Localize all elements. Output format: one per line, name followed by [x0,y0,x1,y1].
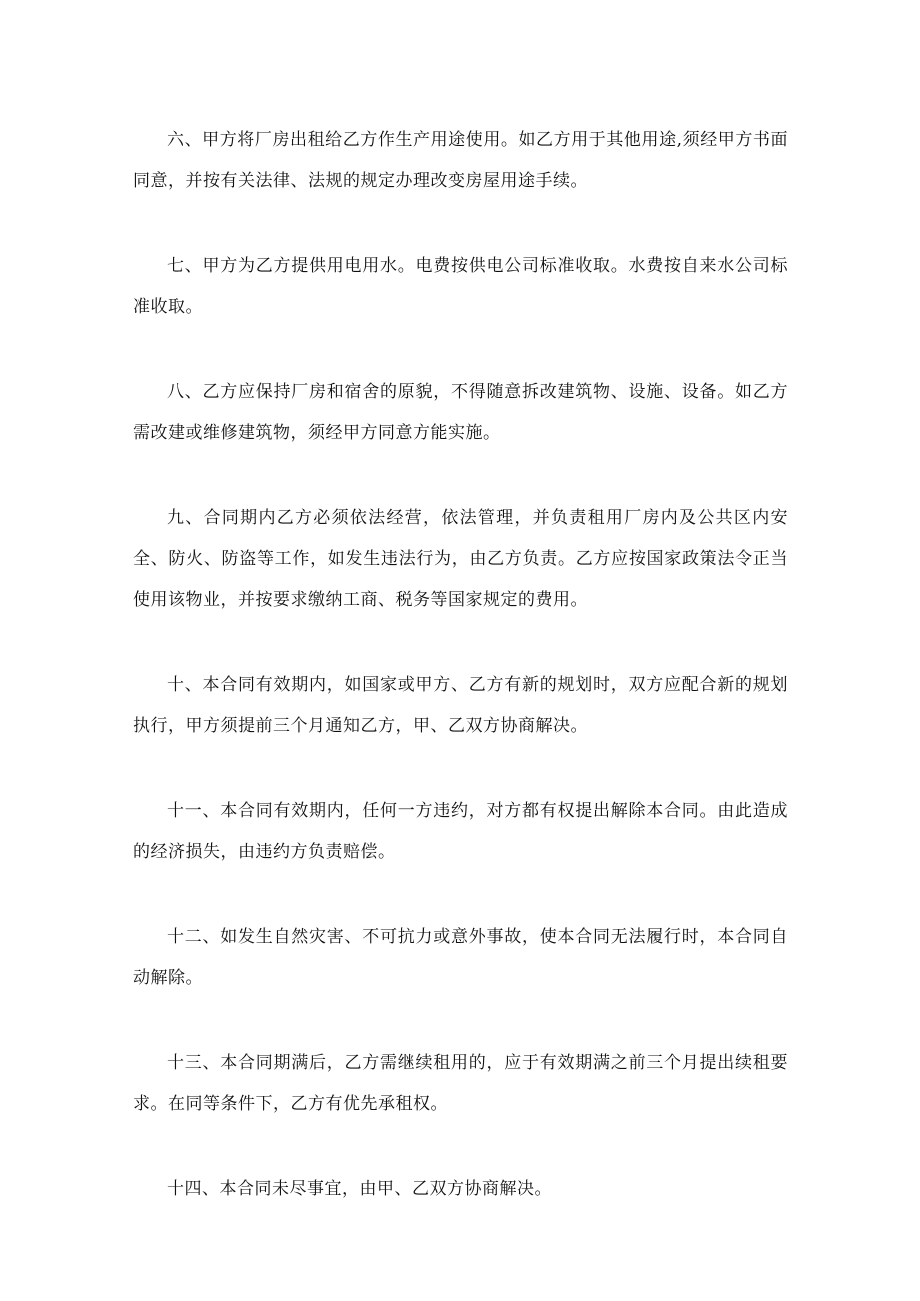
clause-7: 七、甲方为乙方提供用电用水。电费按供电公司标准收取。水费按自来水公司标准收取。 [133,256,788,317]
clause-6: 六、甲方将厂房出租给乙方作生产用途使用。如乙方用于其他用途,须经甲方书面同意，并按有关法律、法规的规定办理改变房屋用途手续。 [133,130,788,191]
clause-11: 十一、本合同有效期内，任何一方违约，对方都有权提出解除本合同。由此造成的经济损失，由违约方负责赔偿。 [133,801,788,862]
clause-8: 八、乙方应保持厂房和宿舍的原貌，不得随意拆改建筑物、设施、设备。如乙方需改建或维修建筑物，须经甲方同意方能实施。 [133,382,788,443]
clause-12: 十二、如发生自然灾害、不可抗力或意外事故，使本合同无法履行时，本合同自动解除。 [133,927,788,988]
clause-10: 十、本合同有效期内，如国家或甲方、乙方有新的规划时，双方应配合新的规划执行，甲方须提前三个月通知乙方，甲、乙双方协商解决。 [133,675,788,736]
clause-13: 十三、本合同期满后，乙方需继续租用的，应于有效期满之前三个月提出续租要求。在同等条件下，乙方有优先承租权。 [133,1053,788,1114]
clause-14: 十四、本合同未尽事宜，由甲、乙双方协商解决。 [167,1179,552,1199]
clause-9: 九、合同期内乙方必须依法经营，依法管理，并负责租用厂房内及公共区内安全、防火、防盗等工作，如发生违法行为，由乙方负责。乙方应按国家政策法令正当使用该物业，并按要求缴纳工商、税务等国家规定的费用。 [133,508,788,610]
contract-page [133,120,788,1210]
